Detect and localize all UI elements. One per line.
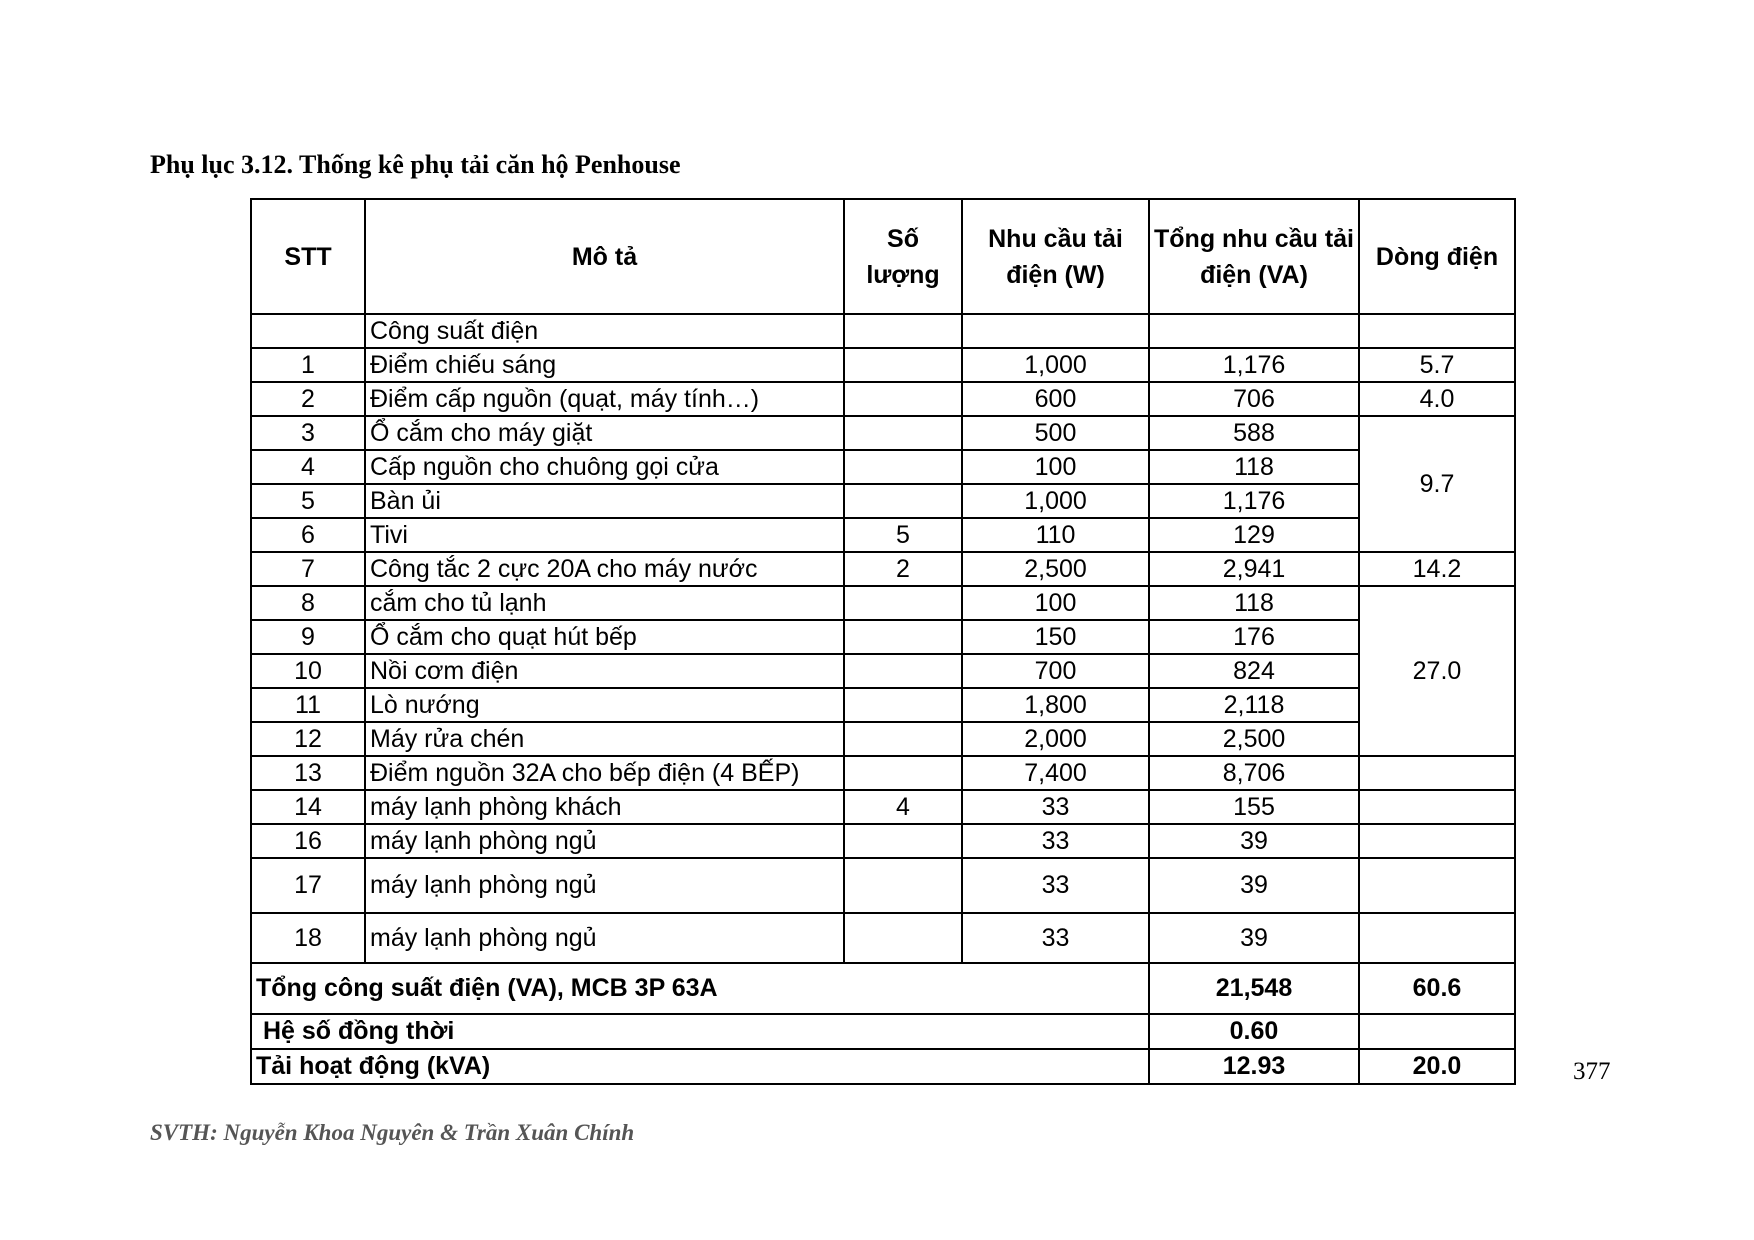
- cell-quantity: [844, 484, 962, 518]
- cell-total-va: 2,500: [1149, 722, 1359, 756]
- header-quantity: Số lượng: [844, 199, 962, 314]
- cell-description: Công tắc 2 cực 20A cho máy nước: [365, 552, 844, 586]
- cell-demand-w: 110: [962, 518, 1149, 552]
- cell-total-va: 176: [1149, 620, 1359, 654]
- cell-current: [1359, 824, 1515, 858]
- cell-stt: 5: [251, 484, 365, 518]
- cell-total-va: 824: [1149, 654, 1359, 688]
- cell-description: Nồi cơm điện: [365, 654, 844, 688]
- cell-stt: 16: [251, 824, 365, 858]
- cell-quantity: [844, 824, 962, 858]
- cell-current: [1359, 913, 1515, 963]
- table-row: [251, 824, 1515, 858]
- simultaneity-value: 0.60: [1149, 1014, 1359, 1049]
- cell-total-va: 118: [1149, 450, 1359, 484]
- table-row: [251, 722, 1515, 756]
- cell-total-va: 129: [1149, 518, 1359, 552]
- cell-description: máy lạnh phòng ngủ: [365, 824, 844, 858]
- cell-description: máy lạnh phòng ngủ: [365, 913, 844, 963]
- cell-total-va: 39: [1149, 858, 1359, 913]
- cell-demand-w: 1,800: [962, 688, 1149, 722]
- table-row: [251, 450, 1515, 484]
- cell-demand-w: 150: [962, 620, 1149, 654]
- cell-demand-w: 1,000: [962, 348, 1149, 382]
- page-title: Phụ lục 3.12. Thống kê phụ tải căn hộ Penhouse: [150, 150, 681, 179]
- header-stt: STT: [251, 199, 365, 314]
- cell-current: 5.7: [1359, 348, 1515, 382]
- cell-demand-w: 100: [962, 586, 1149, 620]
- cell-quantity: [844, 586, 962, 620]
- cell-stt: 12: [251, 722, 365, 756]
- cell-description: Tivi: [365, 518, 844, 552]
- cell-quantity: [844, 620, 962, 654]
- cell-stt: 9: [251, 620, 365, 654]
- table-row: [251, 790, 1515, 824]
- cell-description: Điểm nguồn 32A cho bếp điện (4 BẾP): [365, 756, 844, 790]
- header-current: Dòng điện: [1359, 199, 1515, 314]
- cell-quantity: [844, 450, 962, 484]
- cell-description: Bàn ủi: [365, 484, 844, 518]
- simultaneity-label: Hệ số đồng thời: [251, 1014, 1149, 1049]
- table-row: [251, 348, 1515, 382]
- cell-total-va: 39: [1149, 913, 1359, 963]
- table-row: [251, 416, 1515, 450]
- cell-total-va: 2,118: [1149, 688, 1359, 722]
- cell-description: cắm cho tủ lạnh: [365, 586, 844, 620]
- cell-current: 4.0: [1359, 382, 1515, 416]
- cell-demand-w: 700: [962, 654, 1149, 688]
- cell-current-merged: 9.7: [1359, 416, 1515, 552]
- cell-demand-w: 500: [962, 416, 1149, 450]
- cell-quantity: [844, 382, 962, 416]
- cell-quantity: [844, 654, 962, 688]
- active-load-label: Tải hoạt động (kVA): [251, 1049, 1149, 1084]
- section-label: Công suất điện: [365, 314, 844, 348]
- cell-demand-w: 33: [962, 790, 1149, 824]
- cell-demand-w: 600: [962, 382, 1149, 416]
- active-load-value: 12.93: [1149, 1049, 1359, 1084]
- total-current-value: 60.6: [1359, 963, 1515, 1014]
- cell-quantity: [844, 858, 962, 913]
- cell-description: Ổ cắm cho máy giặt: [365, 416, 844, 450]
- table-row: [251, 484, 1515, 518]
- cell-demand-w: 1,000: [962, 484, 1149, 518]
- cell-stt: 17: [251, 858, 365, 913]
- table-row: [251, 756, 1515, 790]
- cell-total-va: 2,941: [1149, 552, 1359, 586]
- cell-total-va: 1,176: [1149, 348, 1359, 382]
- active-load-current: 20.0: [1359, 1049, 1515, 1084]
- cell-demand-w: 33: [962, 913, 1149, 963]
- header-total-va: Tổng nhu cầu tải điện (VA): [1149, 199, 1359, 314]
- cell-description: Máy rửa chén: [365, 722, 844, 756]
- cell-quantity: [844, 913, 962, 963]
- cell-quantity: 5: [844, 518, 962, 552]
- cell-description: Điểm cấp nguồn (quạt, máy tính…): [365, 382, 844, 416]
- table-row: [251, 858, 1515, 913]
- cell-total-va: 39: [1149, 824, 1359, 858]
- cell-demand-w: 2,500: [962, 552, 1149, 586]
- cell-stt: 3: [251, 416, 365, 450]
- cell-stt: 18: [251, 913, 365, 963]
- load-table: [250, 198, 1516, 1085]
- table-row: [251, 518, 1515, 552]
- cell-stt: 10: [251, 654, 365, 688]
- cell-demand-w: 7,400: [962, 756, 1149, 790]
- cell-description: Ổ cắm cho quạt hút bếp: [365, 620, 844, 654]
- cell-stt: 11: [251, 688, 365, 722]
- header-row: [251, 199, 1515, 314]
- cell-description: Cấp nguồn cho chuông gọi cửa: [365, 450, 844, 484]
- table-row: [251, 654, 1515, 688]
- cell-current-merged: 27.0: [1359, 586, 1515, 756]
- footer-authors: SVTH: Nguyễn Khoa Nguyên & Trần Xuân Chính: [150, 1120, 635, 1145]
- cell-stt: 13: [251, 756, 365, 790]
- cell-total-va: 588: [1149, 416, 1359, 450]
- cell-stt: 1: [251, 348, 365, 382]
- cell-total-va: 118: [1149, 586, 1359, 620]
- cell-quantity: [844, 416, 962, 450]
- cell-current: [1359, 756, 1515, 790]
- cell-stt: 4: [251, 450, 365, 484]
- cell-total-va: 8,706: [1149, 756, 1359, 790]
- table-row: [251, 382, 1515, 416]
- cell-quantity: 4: [844, 790, 962, 824]
- cell-current: [1359, 858, 1515, 913]
- cell-stt: 8: [251, 586, 365, 620]
- cell-quantity: 2: [844, 552, 962, 586]
- cell-description: Điểm chiếu sáng: [365, 348, 844, 382]
- cell-quantity: [844, 756, 962, 790]
- cell-demand-w: 2,000: [962, 722, 1149, 756]
- table-row: [251, 913, 1515, 963]
- cell-stt: 14: [251, 790, 365, 824]
- summary-total-row: [251, 963, 1515, 1014]
- table-row: [251, 620, 1515, 654]
- cell-total-va: 1,176: [1149, 484, 1359, 518]
- cell-quantity: [844, 348, 962, 382]
- summary-active-row: [251, 1049, 1515, 1084]
- total-power-label: Tổng công suất điện (VA), MCB 3P 63A: [251, 963, 1149, 1014]
- cell-description: máy lạnh phòng khách: [365, 790, 844, 824]
- table-row: [251, 552, 1515, 586]
- cell-description: Lò nướng: [365, 688, 844, 722]
- cell-demand-w: 33: [962, 824, 1149, 858]
- cell-current: [1359, 790, 1515, 824]
- section-row: [251, 314, 1515, 348]
- simultaneity-current: [1359, 1014, 1515, 1049]
- cell-demand-w: 33: [962, 858, 1149, 913]
- cell-quantity: [844, 688, 962, 722]
- cell-current: 14.2: [1359, 552, 1515, 586]
- table-row: [251, 586, 1515, 620]
- summary-coef-row: [251, 1014, 1515, 1049]
- header-demand-w: Nhu cầu tải điện (W): [962, 199, 1149, 314]
- total-power-value: 21,548: [1149, 963, 1359, 1014]
- page-number: 377: [1573, 1058, 1611, 1085]
- cell-stt: 6: [251, 518, 365, 552]
- table-row: [251, 688, 1515, 722]
- cell-total-va: 706: [1149, 382, 1359, 416]
- cell-description: máy lạnh phòng ngủ: [365, 858, 844, 913]
- header-description: Mô tả: [365, 199, 844, 314]
- cell-stt: 2: [251, 382, 365, 416]
- cell-demand-w: 100: [962, 450, 1149, 484]
- cell-total-va: 155: [1149, 790, 1359, 824]
- cell-stt: 7: [251, 552, 365, 586]
- cell-quantity: [844, 722, 962, 756]
